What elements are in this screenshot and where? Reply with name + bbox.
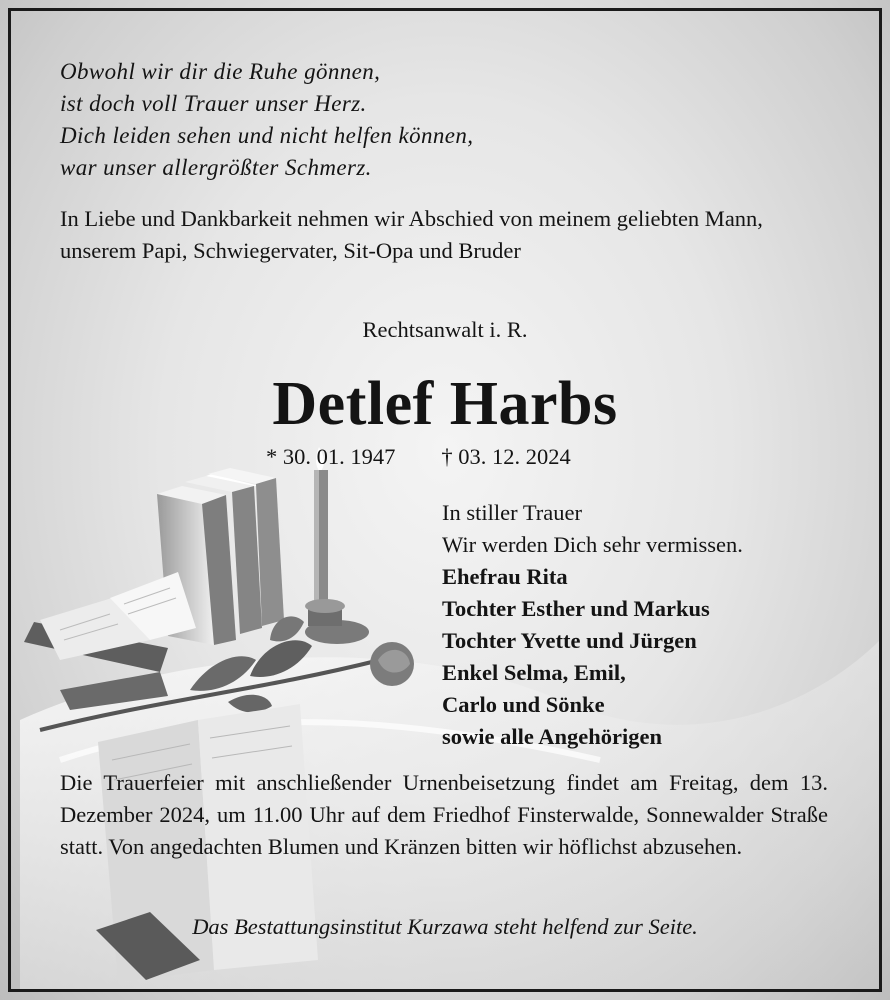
candle: [305, 447, 369, 644]
funeral-service-info: Die Trauerfeier mit anschließender Urnenbeisetzung findet am Freitag, dem 13. Dezember 2024, um 11.00 Uhr auf dem Friedhof Finsterwalde, Sonnewalder Straße statt. Von angedachten Blumen und Kränzen bitten wir höflichst abzusehen.: [60, 770, 828, 859]
farewell-intro: In Liebe und Dankbarkeit nehmen wir Abschied von meinem geliebten Mann, unserem Papi, Schwiegervater, Sit-Opa und Bruder: [60, 206, 763, 263]
deceased-name: Detlef Harbs: [272, 370, 618, 438]
life-dates: [266, 444, 571, 470]
poem-line: Dich leiden sehen und nicht helfen können,: [60, 123, 474, 148]
mourning-phrase: In stiller Trauer: [442, 500, 582, 525]
birth-date: * 30. 01. 1947: [266, 444, 396, 469]
poem-line: war unser allergrößter Schmerz.: [60, 155, 372, 180]
deceased-title: Rechtsanwalt i. R.: [362, 317, 528, 342]
memorial-poem: [60, 56, 473, 184]
mourners-list: [442, 497, 743, 753]
mourner-name: Ehefrau Rita: [442, 564, 568, 589]
death-date: † 03. 12. 2024: [441, 444, 571, 469]
mourner-name: sowie alle Angehörigen: [442, 724, 662, 749]
poem-line: Obwohl wir dir die Ruhe gönnen,: [60, 59, 381, 84]
mourner-name: Carlo und Sönke: [442, 692, 605, 717]
mourner-name: Enkel Selma, Emil,: [442, 660, 626, 685]
mourner-name: Tochter Yvette und Jürgen: [442, 628, 697, 653]
mourner-name: Tochter Esther und Markus: [442, 596, 710, 621]
mourning-phrase: Wir werden Dich sehr vermissen.: [442, 532, 743, 557]
poem-line: ist doch voll Trauer unser Herz.: [60, 91, 367, 116]
funeral-home-note: Das Bestattungsinstitut Kurzawa steht helfend zur Seite.: [192, 914, 698, 939]
